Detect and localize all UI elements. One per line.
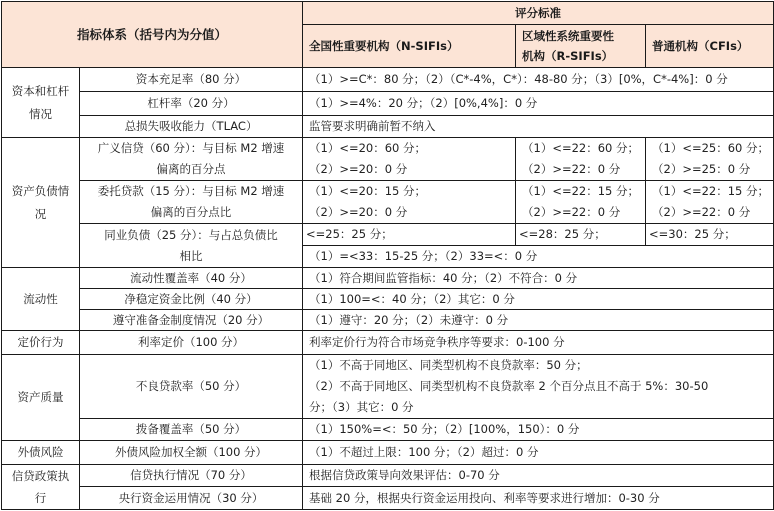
standard-nsifi	[303, 181, 516, 224]
standard-cell: 监管要求明确前暂不纳入	[303, 116, 774, 138]
scoring-table	[1, 1, 774, 510]
table-row	[2, 310, 774, 331]
standard-line: （1）不高于同地区、同类型机构不良贷款率：50 分；	[309, 358, 588, 372]
table-row	[2, 181, 774, 224]
table-row	[2, 441, 774, 465]
table-row	[2, 138, 774, 181]
indicator-cell: 央行资金运用情况（30 分）	[80, 487, 303, 510]
indicator-line: 委托贷款（15 分）：与目标 M2 增速	[97, 184, 285, 198]
cfi-header: 普通机构（CFIs）	[646, 25, 774, 68]
indicator-cell	[80, 138, 303, 181]
indicator-line: 同业负债（25 分）：与占总负债比	[104, 227, 278, 242]
standard-line: （2）>=20：0 分	[309, 205, 408, 219]
standard-line: （2）>=22：0 分	[522, 162, 621, 176]
indicator-cell	[80, 224, 303, 268]
rsifi-header-line1: 区域性系统重要性	[522, 29, 615, 43]
indicator-line: 偏离的百分点	[156, 162, 226, 176]
standard-line: （1）<=22：15 分；	[652, 184, 770, 198]
category-balance: 资产负债情况	[2, 138, 80, 268]
standard-cell: （1）150%=<：50 分；（2）[100%，150）：0 分	[303, 419, 774, 441]
indicator-cell: 流动性覆盖率（40 分）	[80, 268, 303, 289]
category-capital: 资本和杠杆情况	[2, 68, 80, 138]
standard-rsifi	[516, 181, 646, 224]
standard-line: （2）>=22：0 分	[522, 205, 621, 219]
table-row	[2, 419, 774, 441]
standard-line: （1）<=22：60 分；	[522, 141, 640, 155]
standard-cell	[303, 355, 774, 419]
indicator-cell	[80, 181, 303, 224]
standard-cell: （1）=<33：15-25 分；（2）33=<：0 分	[303, 246, 774, 268]
indicator-cell: 总损失吸收能力（TLAC）	[80, 116, 303, 138]
table-row	[2, 268, 774, 289]
standard-line: （1）<=22：15 分；	[522, 184, 640, 198]
table-row	[2, 355, 774, 419]
table-row	[2, 331, 774, 355]
nsifi-header: 全国性重要机构（N-SIFIs）	[303, 25, 516, 68]
table-row	[2, 224, 774, 246]
standard-line: （1）<=25：60 分；	[652, 141, 770, 155]
indicator-line: 偏离的百分点比	[150, 205, 232, 219]
header-row-1	[2, 2, 774, 25]
category-pricing: 定价行为	[2, 331, 80, 355]
category-liquidity: 流动性	[2, 268, 80, 331]
table-row	[2, 92, 774, 116]
indicator-cell: 遵守准备金制度情况（20 分）	[80, 310, 303, 331]
standard-cell: （1）不超过上限：100 分；（2）超过：0 分	[303, 441, 774, 465]
standard-cell: 利率定价行为符合市场竞争秩序等要求：0-100 分	[303, 331, 774, 355]
table-row	[2, 68, 774, 92]
standard-line: （2）>=20：0 分	[309, 162, 408, 176]
table-row	[2, 465, 774, 487]
table-row	[2, 289, 774, 310]
indicator-cell: 利率定价（100 分）	[80, 331, 303, 355]
standard-line: （1）<=20：60 分；	[309, 141, 427, 155]
indicator-cell: 净稳定资金比例（40 分）	[80, 289, 303, 310]
standard-line: 分；（3）其它：0 分	[309, 400, 414, 414]
table-row	[2, 116, 774, 138]
indicator-cell: 拨备覆盖率（50 分）	[80, 419, 303, 441]
indicator-cell: 信贷执行情况（70 分）	[80, 465, 303, 487]
category-foreign-debt: 外债风险	[2, 441, 80, 465]
indicator-cell: 外债风险加权全额（100 分）	[80, 441, 303, 465]
standard-line: （2）不高于同地区、同类型机构不良贷款率 2 个百分点且不高于 5%：30-50	[309, 379, 709, 393]
standard-cell: （1）符合期间监管指标：40 分；（2）不符合：0 分	[303, 268, 774, 289]
indicator-cell: 资本充足率（80 分）	[80, 68, 303, 92]
standard-cell: 基础 20 分，根据央行资金运用投向、利率等要求进行增加：0-30 分	[303, 487, 774, 510]
indicator-system-header: 指标体系（括号内为分值）	[2, 2, 303, 68]
rsifi-header-line2: 机构（R-SIFIs）	[522, 49, 614, 63]
indicator-cell: 杠杆率（20 分）	[80, 92, 303, 116]
category-credit-policy: 信贷政策执行	[2, 465, 80, 510]
standard-nsifi: <=25：25 分；	[303, 224, 516, 246]
table-row	[2, 487, 774, 510]
standard-cell: （1）>=4%：20 分；（2）[0%,4%]：0 分	[303, 92, 774, 116]
standard-line: （1）<=20：15 分；	[309, 184, 427, 198]
rsifi-header	[516, 25, 646, 68]
scoring-standard-header: 评分标准	[303, 2, 774, 25]
standard-cell: （1）遵守：20 分；（2）未遵守：0 分	[303, 310, 774, 331]
standard-cfi: <=30：25 分；	[646, 224, 774, 246]
standard-cell: （1）100=<：40 分；（2）其它：0 分	[303, 289, 774, 310]
standard-cell: 根据信贷政策导向效果评估：0-70 分	[303, 465, 774, 487]
standard-cfi	[646, 138, 774, 181]
standard-cfi	[646, 181, 774, 224]
indicator-line: 广义信贷（60 分）：与目标 M2 增速	[97, 141, 285, 155]
indicator-line: 相比	[179, 248, 203, 263]
category-asset-quality: 资产质量	[2, 355, 80, 441]
indicator-cell: 不良贷款率（50 分）	[80, 355, 303, 419]
standard-line: （2）>=25：0 分	[652, 162, 751, 176]
standard-rsifi: <=28：25 分；	[516, 224, 646, 246]
standard-rsifi	[516, 138, 646, 181]
standard-line: （2）>=22：0 分	[652, 205, 751, 219]
standard-nsifi	[303, 138, 516, 181]
standard-cell: （1）>=C*：80 分；（2）（C*-4%，C*）：48-80 分；（3）[0%，C*-4%]：0 分	[303, 68, 774, 92]
